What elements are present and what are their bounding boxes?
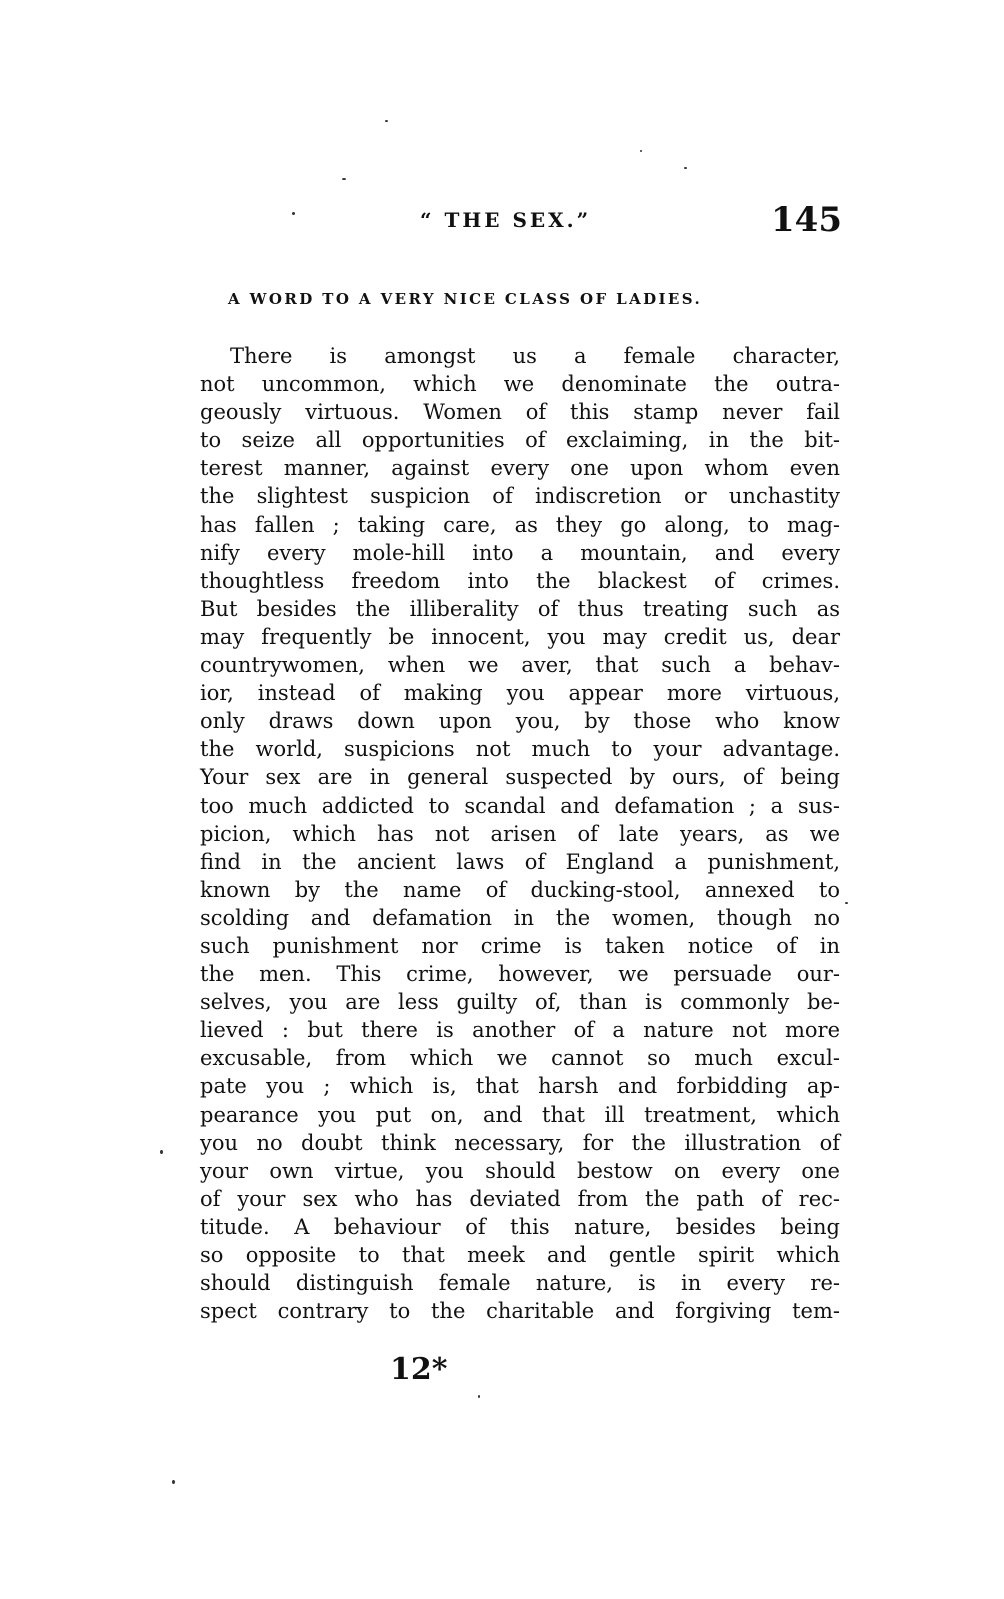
scan-speck — [478, 1395, 480, 1398]
running-title: “ THE SEX.” — [420, 208, 592, 232]
scan-speck — [845, 902, 848, 904]
scan-speck — [160, 1150, 163, 1154]
text-line: so opposite to that meek and gentle spirit which — [200, 1243, 840, 1267]
text-line: your own virtue, you should bestow on every one — [200, 1158, 840, 1183]
scan-speck — [684, 167, 687, 169]
text-line: you no doubt think necessary, for the illustration of — [200, 1130, 840, 1155]
scan-speck — [342, 178, 346, 180]
scan-speck — [640, 150, 642, 152]
body-paragraph — [200, 342, 840, 1325]
text-line: excusable, from which we cannot so much excul- — [200, 1046, 840, 1071]
running-header — [200, 200, 842, 240]
text-line: scolding and defamation in the women, though no — [200, 905, 840, 930]
text-line: spect contrary to the charitable and forgiving tem- — [200, 1299, 840, 1324]
text-line: not uncommon, which we denominate the outra- — [200, 372, 840, 397]
text-line: terest manner, against every one upon whom even — [200, 456, 840, 481]
page-number: 145 — [771, 200, 842, 240]
text-line: Your sex are in general suspected by ours, of being — [200, 765, 840, 790]
text-line: should distinguish female nature, is in every re- — [200, 1271, 840, 1296]
text-line: There is amongst us a female character, — [230, 344, 840, 368]
section-heading: A WORD TO A VERY NICE CLASS OF LADIES. — [228, 290, 703, 308]
text-line: But besides the illiberality of thus treating such as — [200, 596, 840, 621]
text-line: only draws down upon you, by those who know — [200, 709, 840, 734]
text-line: has fallen ; taking care, as they go along, to mag- — [200, 512, 840, 537]
scan-speck — [172, 1480, 175, 1484]
text-line: to seize all opportunities of exclaiming, in the bit- — [200, 428, 840, 453]
text-line: thoughtless freedom into the blackest of crimes. — [200, 568, 840, 593]
text-line: ior, instead of making you appear more virtuous, — [200, 681, 840, 706]
text-line: find in the ancient laws of England a punishment, — [200, 849, 840, 874]
scan-speck — [292, 212, 295, 215]
text-line: lieved : but there is another of a nature not more — [200, 1018, 840, 1043]
text-line: may frequently be innocent, you may credit us, dear — [200, 624, 840, 649]
text-line: the world, suspicions not much to your advantage. — [200, 737, 840, 762]
text-line: pearance you put on, and that ill treatment, which — [200, 1102, 840, 1127]
text-line: too much addicted to scandal and defamation ; a sus- — [200, 793, 840, 818]
text-line: geously virtuous. Women of this stamp never fail — [200, 400, 840, 425]
text-line: known by the name of ducking-stool, annexed to — [200, 877, 840, 902]
signature-mark: 12* — [390, 1352, 448, 1387]
text-line: selves, you are less guilty of, than is commonly be- — [200, 990, 840, 1015]
text-line: picion, which has not arisen of late years, as we — [200, 821, 840, 846]
text-line: the men. This crime, however, we persuade our- — [200, 962, 840, 987]
text-line: titude. A behaviour of this nature, besides being — [200, 1214, 840, 1239]
scan-speck — [385, 120, 388, 122]
text-line: countrywomen, when we aver, that such a behav- — [200, 653, 840, 678]
text-line: nify every mole-hill into a mountain, and every — [200, 540, 840, 565]
text-line: pate you ; which is, that harsh and forbidding ap- — [200, 1074, 840, 1099]
text-line: of your sex who has deviated from the path of rec- — [200, 1186, 840, 1211]
text-line: such punishment nor crime is taken notice of in — [200, 933, 840, 958]
text-line: the slightest suspicion of indiscretion or unchastity — [200, 484, 840, 509]
